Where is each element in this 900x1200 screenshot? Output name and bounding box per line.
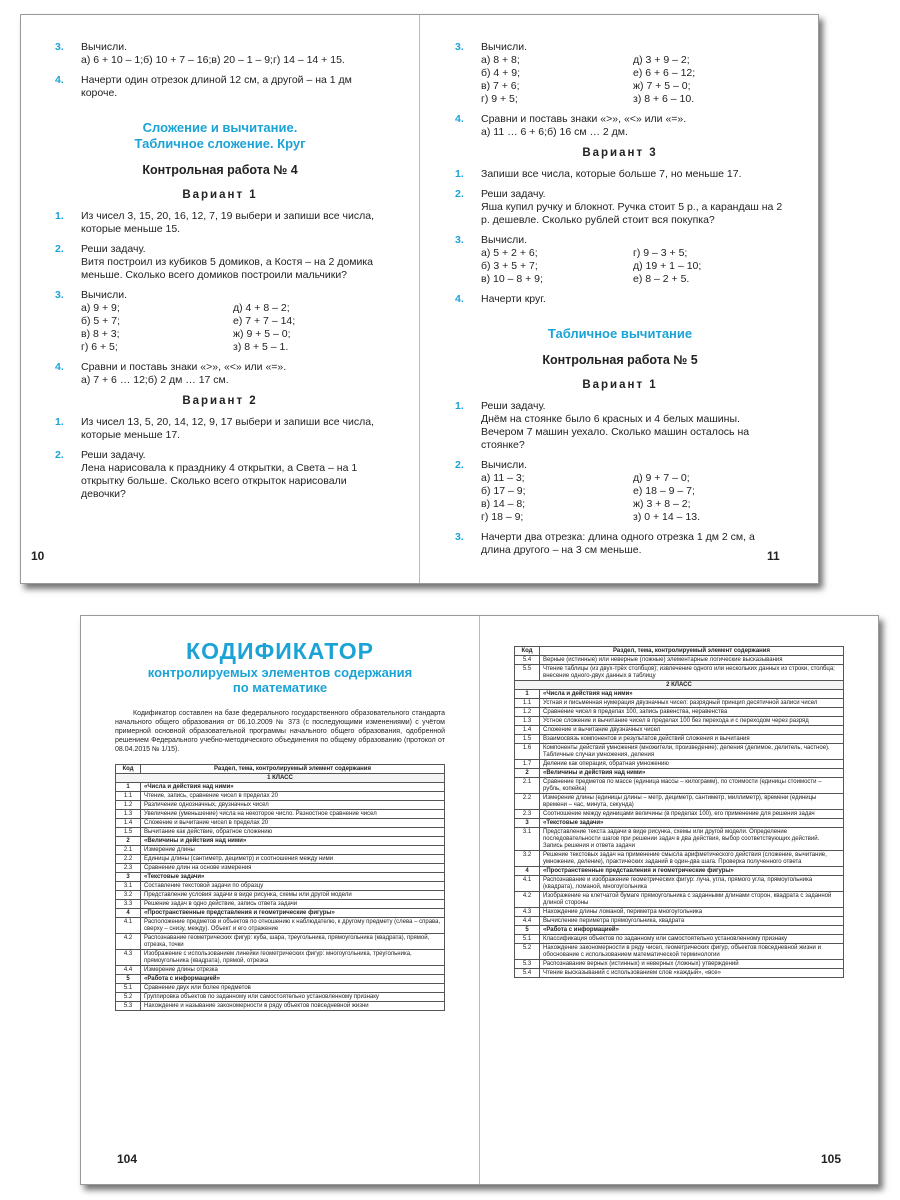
table-row: [515, 665, 844, 681]
topic-cell: Классификация объектов по заданному или самостоятельно установленному признаку: [540, 935, 844, 944]
task-item: [55, 361, 385, 387]
expression: е) 7 + 7 – 14;: [233, 315, 296, 327]
task-text: Вычисли.: [481, 41, 528, 53]
table-row: [515, 699, 844, 708]
code-cell: 2.1: [515, 778, 540, 794]
class-row: [515, 681, 844, 690]
topic-cell: Измерение длины отрезка: [141, 966, 445, 975]
topic-cell: Распознавание и изображение геометрических фигур: луча, угла, прямого угла, прямоугольника (квадрата), ломаной, многоугольника: [540, 876, 844, 892]
variant-heading: Вариант 1: [182, 189, 258, 201]
codifier-subtitle-line: контролируемых элементов содержания: [147, 665, 413, 680]
table-row: [515, 851, 844, 867]
expression: д) 19 + 1 – 10;: [633, 260, 702, 272]
table-row: [515, 908, 844, 917]
code-cell: 1.6: [515, 744, 540, 760]
code-cell: 1.2: [116, 801, 141, 810]
table-row: [116, 984, 445, 993]
task-item: [55, 74, 385, 100]
section-row: [116, 873, 445, 882]
topic-cell: Сравнение длин на основе измерения: [141, 864, 445, 873]
code-cell: 1: [515, 690, 540, 699]
table-row: [116, 918, 445, 934]
table-row: [515, 717, 844, 726]
topic-cell: Вычисление периметра прямоугольника, квадрата: [540, 917, 844, 926]
topic-cell: «Числа и действия над ними»: [141, 783, 445, 792]
task-item: [55, 41, 385, 67]
code-cell: 4.3: [116, 950, 141, 966]
task-number: 1.: [55, 210, 64, 222]
table-row: [116, 846, 445, 855]
expression: д) 9 + 7 – 0;: [633, 472, 690, 484]
expression: д) 4 + 8 – 2;: [233, 302, 290, 314]
section-title-line: Табличное сложение. Круг: [134, 136, 306, 151]
table-row: [116, 891, 445, 900]
table-row: [116, 1002, 445, 1011]
code-cell: 1.7: [515, 760, 540, 769]
code-cell: 2.3: [515, 810, 540, 819]
codifier-subtitle: [115, 665, 445, 695]
expression: б) 16 см … 2 дм.: [547, 126, 628, 138]
code-cell: 4: [515, 867, 540, 876]
table-row: [116, 828, 445, 837]
page-number: 11: [767, 549, 780, 563]
table-row: [116, 993, 445, 1002]
task-item: [55, 289, 385, 354]
section-title: [55, 120, 385, 152]
task-item: [455, 234, 785, 286]
variant-heading: Вариант 3: [582, 147, 658, 159]
expression: в) 20 – 1 – 9;: [211, 54, 273, 66]
page-number: 104: [117, 1152, 138, 1166]
code-cell: 1.3: [515, 717, 540, 726]
codifier-subtitle-line: по математике: [232, 680, 328, 695]
code-cell: 4.1: [116, 918, 141, 934]
section-row: [116, 975, 445, 984]
code-cell: 4.2: [116, 934, 141, 950]
expression: е) 8 – 2 + 5.: [633, 273, 690, 285]
code-cell: 5.3: [116, 1002, 141, 1011]
topic-cell: Представление условия задачи в виде рисунка, схемы или другой модели: [141, 891, 445, 900]
code-cell: 2.2: [515, 794, 540, 810]
expression: в) 8 + 3;: [81, 328, 120, 340]
expression: б) 17 – 9;: [481, 485, 526, 497]
expression: а) 8 + 8;: [481, 54, 520, 66]
code-cell: 1.1: [116, 792, 141, 801]
expression: е) 18 – 9 – 7;: [633, 485, 695, 497]
code-cell: 4.3: [515, 908, 540, 917]
topic-cell: «Текстовые задачи»: [540, 819, 844, 828]
expression: а) 11 – 3;: [481, 472, 525, 484]
topic-cell: Нахождение и называние закономерности в ряду объектов повседневной жизни: [141, 1002, 445, 1011]
code-cell: 5.2: [515, 944, 540, 960]
topic-cell: Различение однозначных, двузначных чисел: [141, 801, 445, 810]
expression: з) 8 + 5 – 1.: [233, 341, 289, 353]
task-problem-text: Яша купил ручку и блокнот. Ручка стоит 5 р., а карандаш на 2 р. дешевле. Сколько рублей стоит вся покупка?: [481, 201, 783, 226]
code-cell: 3: [116, 873, 141, 882]
code-cell: 4.4: [515, 917, 540, 926]
task-text: Запиши все числа, которые больше 7, но меньше 17.: [481, 168, 742, 180]
section-row: [515, 819, 844, 828]
topic-cell: Сложение и вычитание чисел в пределах 20: [141, 819, 445, 828]
section-row: [515, 690, 844, 699]
topic-cell: «Работа с информацией»: [540, 926, 844, 935]
code-cell: 3: [515, 819, 540, 828]
task-number: 4.: [55, 74, 64, 86]
table-row: [116, 900, 445, 909]
code-cell: 3.3: [116, 900, 141, 909]
codes-table: [115, 764, 445, 1011]
variant-heading: Вариант 2: [182, 395, 258, 407]
topic-cell: «Пространственные представления и геометрические фигуры»: [540, 867, 844, 876]
task-item: [55, 449, 385, 501]
table-row: [116, 819, 445, 828]
expression: ж) 9 + 5 – 0;: [233, 328, 291, 340]
section-row: [116, 837, 445, 846]
expression: а) 5 + 2 + 6;: [481, 247, 538, 259]
topic-cell: «Числа и действия над ними»: [540, 690, 844, 699]
expression: е) 6 + 6 – 12;: [633, 67, 696, 79]
header-topic: Раздел, тема, контролируемый элемент содержания: [141, 765, 445, 774]
table-row: [515, 744, 844, 760]
topic-cell: «Величины и действия над ними»: [141, 837, 445, 846]
codifier-title: КОДИФИКАТОР: [186, 638, 374, 664]
expression: г) 18 – 9;: [481, 511, 524, 523]
table-row: [515, 935, 844, 944]
code-cell: 5: [515, 926, 540, 935]
code-cell: 1.1: [515, 699, 540, 708]
task-item: [455, 459, 785, 524]
code-cell: 5.1: [116, 984, 141, 993]
expression: б) 10 + 7 – 16;: [143, 54, 212, 66]
topic-cell: Деление как операция, обратная умножению: [540, 760, 844, 769]
class-heading: 1 КЛАСС: [116, 774, 445, 783]
code-cell: 3.1: [515, 828, 540, 851]
code-cell: 1.4: [116, 819, 141, 828]
header-topic: Раздел, тема, контролируемый элемент содержания: [540, 647, 844, 656]
topic-cell: Сравнение двух или более предметов: [141, 984, 445, 993]
topic-cell: Соотношение между единицами величины (в пределах 100), его применение для решения задач: [540, 810, 844, 819]
topic-cell: Расположение предметов и объектов по отношению к наблюдателю, к другому предмету (слева – справа, сверху – снизу, между). Объект и его отражение: [141, 918, 445, 934]
expression: а) 6 + 10 – 1;: [81, 54, 144, 66]
task-item: [455, 188, 785, 227]
table-row: [515, 810, 844, 819]
code-cell: 2.3: [116, 864, 141, 873]
expression: г) 9 – 3 + 5;: [633, 247, 688, 259]
spine: [419, 15, 420, 583]
topic-cell: Решение текстовых задач на применение смысла арифметического действия (сложение, вычитание, умножение, деление), практических заданий в один-два шага. Проверка полученного ответа: [540, 851, 844, 867]
expression-list: [481, 472, 785, 524]
code-cell: 5: [116, 975, 141, 984]
task-item: [455, 113, 785, 139]
task-number: 1.: [55, 416, 64, 428]
task-text: Вычисли.: [81, 289, 128, 301]
code-cell: 1.2: [515, 708, 540, 717]
task-item: [55, 210, 385, 236]
codifier-spread-bottom: [80, 615, 879, 1185]
table-row: [515, 828, 844, 851]
code-cell: 1.5: [116, 828, 141, 837]
expression-list: [481, 247, 785, 286]
expression-list: [81, 302, 385, 354]
code-cell: 5.4: [515, 656, 540, 665]
table-row: [515, 708, 844, 717]
header-code: Код: [116, 765, 141, 774]
table-row: [116, 810, 445, 819]
topic-cell: Вычитание как действие, обратное сложению: [141, 828, 445, 837]
table-row: [515, 917, 844, 926]
topic-cell: Представление текста задачи в виде рисунка, схемы или другой модели. Определение последовательности шагов при решении задач в два действия, выбор соответствующих действий. Запись решения и ответа задачи: [540, 828, 844, 851]
table-row: [515, 778, 844, 794]
task-number: 2.: [55, 243, 64, 255]
task-text: Начерти один отрезок длиной 12 см, а другой – на 1 дм короче.: [81, 74, 352, 99]
page-10: [55, 41, 385, 508]
code-cell: 5.2: [116, 993, 141, 1002]
table-row: [116, 966, 445, 975]
topic-cell: Группировка объектов по заданному или самостоятельно установленному признаку: [141, 993, 445, 1002]
expression: г) 9 + 5;: [481, 93, 518, 105]
task-number: 3.: [55, 289, 64, 301]
topic-cell: Единицы длины (сантиметр, дециметр) и соотношения между ними: [141, 855, 445, 864]
code-cell: 4.1: [515, 876, 540, 892]
code-cell: 3.1: [116, 882, 141, 891]
section-row: [515, 867, 844, 876]
expression: з) 0 + 14 – 13.: [633, 511, 700, 523]
topic-cell: Устная и письменная нумерация двузначных чисел: разрядный принцип десятичной записи чисел: [540, 699, 844, 708]
expression: б) 5 + 7;: [81, 315, 120, 327]
expression: б) 4 + 9;: [481, 67, 520, 79]
table-row: [116, 882, 445, 891]
task-number: 2.: [455, 459, 464, 471]
table-row: [116, 864, 445, 873]
topic-cell: Решение задач в одно действие, запись ответа задачи: [141, 900, 445, 909]
code-cell: 4.2: [515, 892, 540, 908]
task-item: [455, 41, 785, 106]
topic-cell: «Пространственные представления и геометрические фигуры»: [141, 909, 445, 918]
task-item: [55, 243, 385, 282]
code-cell: 3.2: [116, 891, 141, 900]
topic-cell: Чтение, запись, сравнение чисел в пределах 20: [141, 792, 445, 801]
section-title: [455, 326, 785, 342]
topic-cell: Составление текстовой задачи по образцу: [141, 882, 445, 891]
topic-cell: Чтение таблицы (из двух-трёх столбцов); извлечение одного или нескольких данных из строки, столбца; внесение одного-двух данных в таблицу: [540, 665, 844, 681]
topic-cell: Компоненты действий умножения (множители, произведение); деления (делимое, делитель, частное). Табличные случаи умножения, деления: [540, 744, 844, 760]
task-text: Реши задачу.: [81, 243, 146, 255]
topic-cell: Верные (истинные) или неверные (ложные) элементарные логические высказывания: [540, 656, 844, 665]
section-row: [116, 909, 445, 918]
table-row: [116, 934, 445, 950]
task-number: 3.: [55, 41, 64, 53]
topic-cell: Распознавание верных (истинных) и неверных (ложных) утверждений: [540, 960, 844, 969]
section-row: [515, 926, 844, 935]
expression: б) 2 дм … 17 см.: [147, 374, 229, 386]
expression: д) 3 + 9 – 2;: [633, 54, 690, 66]
task-text: Из чисел 13, 5, 20, 14, 12, 9, 17 выбери и запиши все числа, которые меньше 17.: [81, 416, 375, 441]
task-number: 4.: [55, 361, 64, 373]
code-cell: 5.1: [515, 935, 540, 944]
code-cell: 2.2: [116, 855, 141, 864]
task-text: Сравни и поставь знаки «>», «<» или «=».: [481, 113, 687, 125]
table-row: [515, 960, 844, 969]
page-number: 10: [31, 549, 45, 563]
topic-cell: Нахождение закономерности в ряду чисел, геометрических фигур, объектов повседневной жизни и обоснование с использованием математической терминологии: [540, 944, 844, 960]
task-text: Вычисли.: [481, 234, 528, 246]
topic-cell: Сложение и вычитание двузначных чисел: [540, 726, 844, 735]
class-heading: 2 КЛАСС: [515, 681, 844, 690]
code-cell: 5.4: [515, 969, 540, 978]
table-row: [515, 656, 844, 665]
task-number: 4.: [455, 293, 464, 305]
topic-cell: Измерение длины (единицы длины – метр, дециметр, сантиметр, миллиметр), времени (единицы времени – час, минута, секунда): [540, 794, 844, 810]
code-cell: 2: [116, 837, 141, 846]
expression-list: [481, 126, 785, 139]
topic-cell: Чтение высказываний с использованием слов «каждый», «все»: [540, 969, 844, 978]
task-text: Вычисли.: [481, 459, 528, 471]
topic-cell: Измерение длины: [141, 846, 445, 855]
section-row: [116, 783, 445, 792]
expression-list: [81, 374, 385, 387]
code-cell: 1: [116, 783, 141, 792]
table-row: [116, 950, 445, 966]
topic-cell: Устное сложение и вычитание чисел в пределах 100 без перехода и с переходом через разряд: [540, 717, 844, 726]
code-cell: 5.3: [515, 960, 540, 969]
task-item: [55, 416, 385, 442]
code-cell: 1.4: [515, 726, 540, 735]
page-11: [455, 41, 785, 564]
expression: ж) 3 + 8 – 2;: [633, 498, 691, 510]
expression: в) 14 – 8;: [481, 498, 526, 510]
expression: ж) 7 + 5 – 0;: [633, 80, 691, 92]
expression: г) 6 + 5;: [81, 341, 118, 353]
page-104: [115, 638, 445, 1011]
expression: в) 7 + 6;: [481, 80, 520, 92]
expression: а) 9 + 9;: [81, 302, 120, 314]
task-text: Реши задачу.: [481, 188, 546, 200]
topic-cell: Распознавание геометрических фигур: куба, шара, треугольника, прямоугольника (квадрата), прямой, отрезка, точки: [141, 934, 445, 950]
code-cell: 2.1: [116, 846, 141, 855]
task-text: Реши задачу.: [481, 400, 546, 412]
expression-list: [481, 54, 785, 106]
task-text: Вычисли.: [81, 41, 128, 53]
table-row: [116, 801, 445, 810]
code-cell: 3.2: [515, 851, 540, 867]
task-number: 2.: [455, 188, 464, 200]
topic-cell: Нахождение длины ломаной, периметра многоугольника: [540, 908, 844, 917]
class-row: [116, 774, 445, 783]
task-text: Сравни и поставь знаки «>», «<» или «=».: [81, 361, 287, 373]
topic-cell: Взаимосвязь компонентов и результатов действий сложения и вычитания: [540, 735, 844, 744]
topic-cell: Увеличение (уменьшение) числа на некоторое число. Разностное сравнение чисел: [141, 810, 445, 819]
workbook-spread-top: [20, 14, 819, 584]
task-number: 1.: [455, 168, 464, 180]
code-cell: 1.3: [116, 810, 141, 819]
topic-cell: Изображение на клетчатой бумаге прямоугольника с заданными длинами сторон, квадрата с заданной длиной стороны: [540, 892, 844, 908]
task-text: Из чисел 3, 15, 20, 16, 12, 7, 19 выбери и запиши все числа, которые меньше 15.: [81, 210, 375, 235]
spine: [479, 616, 480, 1184]
code-cell: 4.4: [116, 966, 141, 975]
table-row: [515, 760, 844, 769]
header-code: Код: [515, 647, 540, 656]
code-cell: 4: [116, 909, 141, 918]
task-item: [455, 168, 785, 181]
task-problem-text: Днём на стоянке было 6 красных и 4 белых машины. Вечером 7 машин уехало. Сколько машин осталось на стоянке?: [481, 413, 750, 451]
table-row: [515, 892, 844, 908]
page-105: [514, 646, 844, 978]
topic-cell: Изображение с использованием линейки геометрических фигур: многоугольника, треугольника, прямоугольника (квадрата), прямой, отрезка: [141, 950, 445, 966]
expression-list: [81, 54, 385, 67]
section-title-line: Табличное вычитание: [547, 326, 693, 341]
task-text: Начерти круг.: [481, 293, 546, 305]
task-item: [455, 531, 785, 557]
task-number: 3.: [455, 234, 464, 246]
task-text: Реши задачу.: [81, 449, 146, 461]
table-row: [515, 944, 844, 960]
task-number: 2.: [55, 449, 64, 461]
table-row: [515, 794, 844, 810]
task-problem-text: Витя построил из кубиков 5 домиков, а Костя – на 2 домика меньше. Сколько всего домиков построили мальчики?: [81, 256, 373, 281]
code-cell: 1.5: [515, 735, 540, 744]
page-number: 105: [821, 1152, 842, 1166]
test-title: Контрольная работа № 4: [142, 163, 298, 177]
variant-heading: Вариант 1: [582, 379, 658, 391]
expression: в) 10 – 8 + 9;: [481, 273, 543, 285]
code-cell: 2: [515, 769, 540, 778]
topic-cell: «Текстовые задачи»: [141, 873, 445, 882]
task-number: 4.: [455, 113, 464, 125]
code-cell: 5.5: [515, 665, 540, 681]
task-text: Начерти два отрезка: длина одного отрезка 1 дм 2 см, а длина другого – на 3 см меньше.: [481, 531, 755, 556]
topic-cell: Сравнение чисел в пределах 100, запись равенства, неравенства: [540, 708, 844, 717]
task-number: 3.: [455, 41, 464, 53]
task-item: [455, 400, 785, 452]
task-item: [455, 293, 785, 306]
topic-cell: «Работа с информацией»: [141, 975, 445, 984]
table-row: [116, 855, 445, 864]
intro-paragraph: Кодификатор составлен на базе федерального государственного образовательного стандарта начального общего образования от 06.10.2009 № 373 (с последующими изменениями) с учётом примерной основной образовательной программы начального общего образования, одобренной решением Федерального учебно-методического объединения по общему образованию (протокол от 08.04.2015 № 1/15).: [115, 710, 445, 753]
table-row: [515, 969, 844, 978]
section-row: [515, 769, 844, 778]
expression: г) 14 – 14 + 15.: [272, 54, 345, 66]
task-number: 1.: [455, 400, 464, 412]
table-row: [515, 726, 844, 735]
table-row: [116, 792, 445, 801]
task-number: 3.: [455, 531, 464, 543]
codes-table: [514, 646, 844, 978]
expression: з) 8 + 6 – 10.: [633, 93, 695, 105]
topic-cell: «Величины и действия над ними»: [540, 769, 844, 778]
expression: а) 11 … 6 + 6;: [481, 126, 548, 138]
task-problem-text: Лена нарисовала к празднику 4 открытки, а Света – на 1 открытку больше. Сколько всего открыток нарисовали девочки?: [81, 462, 358, 500]
expression: б) 3 + 5 + 7;: [481, 260, 538, 272]
expression: а) 7 + 6 … 12;: [81, 374, 148, 386]
test-title: Контрольная работа № 5: [542, 353, 698, 367]
table-row: [515, 876, 844, 892]
topic-cell: Сравнение предметов по массе (единица массы – килограмм), по стоимости (единицы стоимости – рубль, копейка): [540, 778, 844, 794]
section-title-line: Сложение и вычитание.: [142, 120, 298, 135]
table-row: [515, 735, 844, 744]
